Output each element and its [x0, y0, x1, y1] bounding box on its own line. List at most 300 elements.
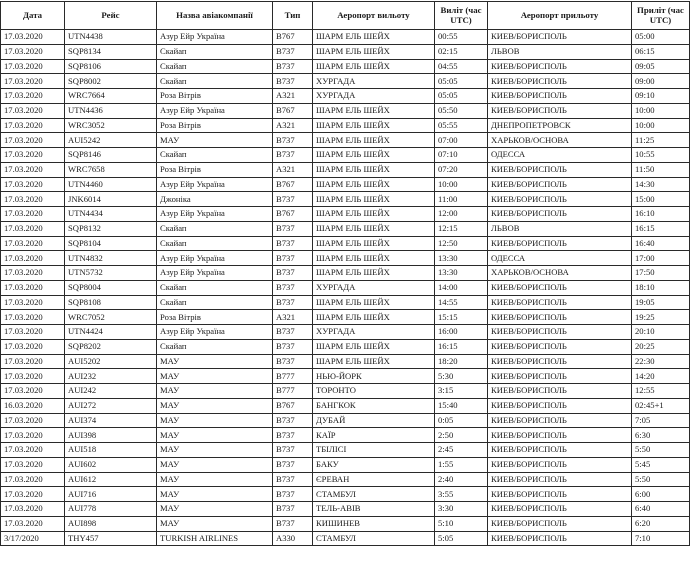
cell-departure-time: 14:00: [435, 280, 488, 295]
cell-departure-airport: ШАРМ ЕЛЬ ШЕЙХ: [313, 44, 435, 59]
cell-date: 17.03.2020: [1, 502, 65, 517]
header-airline: Назва авіакомпанії: [157, 2, 273, 30]
cell-date: 17.03.2020: [1, 369, 65, 384]
cell-date: 17.03.2020: [1, 133, 65, 148]
cell-arrival-airport: КИЕВ/БОРИСПОЛЬ: [488, 398, 632, 413]
cell-airline: Роза Вітрів: [157, 162, 273, 177]
cell-type: B737: [273, 133, 313, 148]
cell-date: 17.03.2020: [1, 443, 65, 458]
cell-type: B767: [273, 177, 313, 192]
cell-type: B737: [273, 236, 313, 251]
cell-departure-airport: ШАРМ ЕЛЬ ШЕЙХ: [313, 266, 435, 281]
cell-date: 17.03.2020: [1, 74, 65, 89]
header-departure-airport: Аеропорт вильоту: [313, 2, 435, 30]
table-row: [1, 443, 690, 458]
cell-flight: UTN4438: [65, 30, 157, 45]
cell-departure-airport: СТАМБУЛ: [313, 487, 435, 502]
cell-date: 17.03.2020: [1, 221, 65, 236]
table-row: [1, 44, 690, 59]
cell-departure-time: 07:20: [435, 162, 488, 177]
cell-arrival-airport: КИЕВ/БОРИСПОЛЬ: [488, 280, 632, 295]
table-body: [1, 30, 690, 546]
cell-date: 17.03.2020: [1, 472, 65, 487]
cell-arrival-airport: КИЕВ/БОРИСПОЛЬ: [488, 192, 632, 207]
cell-departure-time: 15:15: [435, 310, 488, 325]
cell-airline: МАУ: [157, 369, 273, 384]
cell-departure-airport: ШАРМ ЕЛЬ ШЕЙХ: [313, 192, 435, 207]
cell-flight: SQP8146: [65, 148, 157, 163]
cell-departure-airport: ШАРМ ЕЛЬ ШЕЙХ: [313, 30, 435, 45]
cell-type: B777: [273, 384, 313, 399]
cell-flight: AUI5202: [65, 354, 157, 369]
cell-departure-airport: ШАРМ ЕЛЬ ШЕЙХ: [313, 221, 435, 236]
cell-date: 17.03.2020: [1, 89, 65, 104]
cell-airline: Роза Вітрів: [157, 89, 273, 104]
cell-airline: Скайап: [157, 339, 273, 354]
cell-arrival-time: 7:10: [632, 531, 690, 546]
cell-type: B737: [273, 443, 313, 458]
cell-flight: SQP8002: [65, 74, 157, 89]
cell-departure-airport: ШАРМ ЕЛЬ ШЕЙХ: [313, 177, 435, 192]
cell-flight: JNK6014: [65, 192, 157, 207]
cell-arrival-airport: ЛЬВОВ: [488, 44, 632, 59]
cell-departure-time: 12:50: [435, 236, 488, 251]
cell-departure-airport: ШАРМ ЕЛЬ ШЕЙХ: [313, 59, 435, 74]
cell-arrival-time: 5:45: [632, 457, 690, 472]
cell-flight: WRC7052: [65, 310, 157, 325]
cell-departure-time: 13:30: [435, 251, 488, 266]
header-flight: Рейс: [65, 2, 157, 30]
cell-flight: AUI602: [65, 457, 157, 472]
cell-type: B737: [273, 59, 313, 74]
cell-airline: Роза Вітрів: [157, 118, 273, 133]
cell-arrival-time: 20:10: [632, 325, 690, 340]
cell-date: 17.03.2020: [1, 266, 65, 281]
cell-arrival-airport: ОДЕССА: [488, 148, 632, 163]
cell-airline: Азур Ейр Україна: [157, 325, 273, 340]
cell-departure-airport: ТОРОНТО: [313, 384, 435, 399]
cell-departure-airport: ШАРМ ЕЛЬ ШЕЙХ: [313, 162, 435, 177]
cell-departure-airport: ШАРМ ЕЛЬ ШЕЙХ: [313, 236, 435, 251]
cell-flight: AUI898: [65, 516, 157, 531]
cell-arrival-time: 17:00: [632, 251, 690, 266]
cell-departure-time: 07:10: [435, 148, 488, 163]
cell-date: 17.03.2020: [1, 325, 65, 340]
cell-arrival-time: 5:50: [632, 443, 690, 458]
cell-airline: Азур Ейр Україна: [157, 30, 273, 45]
cell-type: A321: [273, 310, 313, 325]
cell-date: 17.03.2020: [1, 354, 65, 369]
cell-arrival-airport: КИЕВ/БОРИСПОЛЬ: [488, 457, 632, 472]
cell-arrival-time: 05:00: [632, 30, 690, 45]
cell-departure-time: 05:05: [435, 89, 488, 104]
cell-airline: МАУ: [157, 472, 273, 487]
cell-arrival-airport: КИЕВ/БОРИСПОЛЬ: [488, 103, 632, 118]
cell-airline: Азур Ейр Україна: [157, 103, 273, 118]
cell-departure-airport: ХУРГАДА: [313, 89, 435, 104]
cell-type: B737: [273, 192, 313, 207]
cell-type: B767: [273, 103, 313, 118]
cell-departure-airport: ШАРМ ЕЛЬ ШЕЙХ: [313, 133, 435, 148]
cell-arrival-time: 11:25: [632, 133, 690, 148]
cell-arrival-airport: КИЕВ/БОРИСПОЛЬ: [488, 177, 632, 192]
cell-type: B737: [273, 280, 313, 295]
cell-date: 17.03.2020: [1, 339, 65, 354]
cell-date: 17.03.2020: [1, 251, 65, 266]
cell-arrival-time: 6:30: [632, 428, 690, 443]
cell-flight: WRC7664: [65, 89, 157, 104]
cell-flight: AUI518: [65, 443, 157, 458]
cell-departure-time: 12:15: [435, 221, 488, 236]
cell-type: B737: [273, 428, 313, 443]
cell-arrival-airport: КИЕВ/БОРИСПОЛЬ: [488, 339, 632, 354]
cell-flight: THY457: [65, 531, 157, 546]
cell-departure-time: 13:30: [435, 266, 488, 281]
header-departure-time: Виліт (час UTC): [435, 2, 488, 30]
cell-flight: UTN4434: [65, 207, 157, 222]
cell-flight: WRC3052: [65, 118, 157, 133]
cell-arrival-airport: КИЕВ/БОРИСПОЛЬ: [488, 325, 632, 340]
cell-airline: Роза Вітрів: [157, 310, 273, 325]
cell-departure-time: 3:30: [435, 502, 488, 517]
cell-arrival-time: 5:50: [632, 472, 690, 487]
cell-arrival-time: 6:20: [632, 516, 690, 531]
cell-type: B737: [273, 354, 313, 369]
cell-flight: SQP8202: [65, 339, 157, 354]
cell-airline: Скайап: [157, 44, 273, 59]
header-arrival-time: Приліт (час UTC): [632, 2, 690, 30]
table-row: [1, 221, 690, 236]
cell-flight: AUI716: [65, 487, 157, 502]
table-row: [1, 59, 690, 74]
header-arrival-airport: Аеропорт прильоту: [488, 2, 632, 30]
cell-departure-time: 2:40: [435, 472, 488, 487]
cell-date: 17.03.2020: [1, 384, 65, 399]
cell-flight: UTN4460: [65, 177, 157, 192]
cell-arrival-airport: КИЕВ/БОРИСПОЛЬ: [488, 207, 632, 222]
cell-arrival-time: 19:25: [632, 310, 690, 325]
cell-airline: МАУ: [157, 457, 273, 472]
cell-arrival-time: 14:30: [632, 177, 690, 192]
cell-departure-time: 0:05: [435, 413, 488, 428]
cell-flight: UTN4436: [65, 103, 157, 118]
cell-departure-time: 10:00: [435, 177, 488, 192]
cell-arrival-airport: КИЕВ/БОРИСПОЛЬ: [488, 472, 632, 487]
cell-departure-airport: ШАРМ ЕЛЬ ШЕЙХ: [313, 103, 435, 118]
cell-flight: SQP8106: [65, 59, 157, 74]
cell-departure-airport: ХУРГАДА: [313, 280, 435, 295]
cell-arrival-time: 06:15: [632, 44, 690, 59]
cell-date: 17.03.2020: [1, 103, 65, 118]
cell-arrival-airport: КИЕВ/БОРИСПОЛЬ: [488, 295, 632, 310]
cell-arrival-time: 09:00: [632, 74, 690, 89]
cell-departure-time: 5:05: [435, 531, 488, 546]
cell-date: 17.03.2020: [1, 148, 65, 163]
cell-date: 17.03.2020: [1, 162, 65, 177]
table-row: [1, 280, 690, 295]
cell-flight: SQP8104: [65, 236, 157, 251]
table-row: [1, 148, 690, 163]
cell-type: B777: [273, 369, 313, 384]
cell-arrival-time: 02:45+1: [632, 398, 690, 413]
cell-airline: МАУ: [157, 502, 273, 517]
table-row: [1, 310, 690, 325]
table-row: [1, 369, 690, 384]
table-row: [1, 516, 690, 531]
cell-type: B737: [273, 74, 313, 89]
cell-departure-time: 5:30: [435, 369, 488, 384]
cell-arrival-airport: КИЕВ/БОРИСПОЛЬ: [488, 428, 632, 443]
cell-departure-time: 14:55: [435, 295, 488, 310]
cell-arrival-time: 15:00: [632, 192, 690, 207]
cell-arrival-airport: КИЕВ/БОРИСПОЛЬ: [488, 487, 632, 502]
cell-flight: AUI398: [65, 428, 157, 443]
cell-arrival-time: 6:00: [632, 487, 690, 502]
cell-departure-time: 12:00: [435, 207, 488, 222]
cell-arrival-time: 20:25: [632, 339, 690, 354]
cell-departure-airport: ШАРМ ЕЛЬ ШЕЙХ: [313, 251, 435, 266]
cell-airline: Азур Ейр Україна: [157, 266, 273, 281]
cell-arrival-airport: КИЕВ/БОРИСПОЛЬ: [488, 354, 632, 369]
cell-type: B737: [273, 502, 313, 517]
cell-type: A321: [273, 89, 313, 104]
cell-arrival-time: 12:55: [632, 384, 690, 399]
cell-flight: SQP8004: [65, 280, 157, 295]
cell-arrival-airport: КИЕВ/БОРИСПОЛЬ: [488, 443, 632, 458]
table-row: [1, 118, 690, 133]
cell-departure-airport: ШАРМ ЕЛЬ ШЕЙХ: [313, 310, 435, 325]
cell-arrival-time: 17:50: [632, 266, 690, 281]
table-row: [1, 251, 690, 266]
cell-type: B767: [273, 398, 313, 413]
cell-flight: AUI612: [65, 472, 157, 487]
cell-arrival-time: 10:55: [632, 148, 690, 163]
cell-airline: Скайап: [157, 295, 273, 310]
cell-departure-airport: ДУБАЙ: [313, 413, 435, 428]
cell-arrival-time: 6:40: [632, 502, 690, 517]
cell-date: 17.03.2020: [1, 516, 65, 531]
cell-type: B737: [273, 413, 313, 428]
cell-departure-time: 3:15: [435, 384, 488, 399]
cell-type: A321: [273, 162, 313, 177]
cell-type: A330: [273, 531, 313, 546]
cell-arrival-airport: ХАРЬКОВ/ОСНОВА: [488, 133, 632, 148]
cell-type: B767: [273, 30, 313, 45]
cell-departure-airport: КИШИНЕВ: [313, 516, 435, 531]
header-row: [1, 2, 690, 30]
table-row: [1, 384, 690, 399]
table-row: [1, 103, 690, 118]
cell-date: 17.03.2020: [1, 207, 65, 222]
cell-flight: AUI5242: [65, 133, 157, 148]
cell-airline: МАУ: [157, 428, 273, 443]
cell-arrival-airport: КИЕВ/БОРИСПОЛЬ: [488, 369, 632, 384]
cell-type: B767: [273, 207, 313, 222]
cell-departure-airport: ШАРМ ЕЛЬ ШЕЙХ: [313, 148, 435, 163]
cell-airline: Скайап: [157, 74, 273, 89]
cell-flight: AUI374: [65, 413, 157, 428]
cell-arrival-airport: КИЕВ/БОРИСПОЛЬ: [488, 516, 632, 531]
table-row: [1, 74, 690, 89]
table-row: [1, 487, 690, 502]
cell-date: 17.03.2020: [1, 30, 65, 45]
table-row: [1, 295, 690, 310]
cell-arrival-airport: ОДЕССА: [488, 251, 632, 266]
cell-date: 17.03.2020: [1, 280, 65, 295]
cell-flight: AUI242: [65, 384, 157, 399]
cell-arrival-time: 09:10: [632, 89, 690, 104]
cell-type: B737: [273, 266, 313, 281]
cell-date: 17.03.2020: [1, 487, 65, 502]
table-row: [1, 89, 690, 104]
cell-airline: МАУ: [157, 516, 273, 531]
cell-departure-time: 1:55: [435, 457, 488, 472]
table-row: [1, 472, 690, 487]
cell-airline: МАУ: [157, 398, 273, 413]
cell-arrival-airport: ХАРЬКОВ/ОСНОВА: [488, 266, 632, 281]
cell-flight: AUI778: [65, 502, 157, 517]
cell-arrival-airport: КИЕВ/БОРИСПОЛЬ: [488, 384, 632, 399]
cell-arrival-time: 10:00: [632, 103, 690, 118]
cell-airline: МАУ: [157, 413, 273, 428]
cell-departure-time: 15:40: [435, 398, 488, 413]
cell-date: 17.03.2020: [1, 192, 65, 207]
cell-airline: Азур Ейр Україна: [157, 207, 273, 222]
cell-departure-time: 05:55: [435, 118, 488, 133]
cell-airline: Азур Ейр Україна: [157, 251, 273, 266]
cell-date: 17.03.2020: [1, 413, 65, 428]
cell-type: B737: [273, 148, 313, 163]
table-row: [1, 133, 690, 148]
cell-departure-time: 11:00: [435, 192, 488, 207]
table-row: [1, 192, 690, 207]
cell-type: A321: [273, 118, 313, 133]
cell-departure-time: 5:10: [435, 516, 488, 531]
cell-type: B737: [273, 44, 313, 59]
table-row: [1, 398, 690, 413]
cell-departure-time: 16:00: [435, 325, 488, 340]
cell-arrival-airport: КИЕВ/БОРИСПОЛЬ: [488, 89, 632, 104]
cell-flight: SQP8132: [65, 221, 157, 236]
flight-schedule-table: [0, 1, 690, 546]
cell-airline: Джоніка: [157, 192, 273, 207]
cell-arrival-time: 16:15: [632, 221, 690, 236]
cell-arrival-airport: КИЕВ/БОРИСПОЛЬ: [488, 531, 632, 546]
cell-departure-airport: ХУРГАДА: [313, 74, 435, 89]
table-row: [1, 354, 690, 369]
cell-date: 17.03.2020: [1, 118, 65, 133]
cell-type: B737: [273, 339, 313, 354]
cell-departure-time: 07:00: [435, 133, 488, 148]
cell-arrival-airport: КИЕВ/БОРИСПОЛЬ: [488, 59, 632, 74]
cell-flight: SQP8134: [65, 44, 157, 59]
cell-airline: МАУ: [157, 354, 273, 369]
table-row: [1, 266, 690, 281]
table-row: [1, 413, 690, 428]
cell-airline: TURKISH AIRLINES: [157, 531, 273, 546]
cell-type: B737: [273, 221, 313, 236]
cell-date: 3/17/2020: [1, 531, 65, 546]
cell-flight: UTN5732: [65, 266, 157, 281]
cell-flight: UTN4424: [65, 325, 157, 340]
table-row: [1, 339, 690, 354]
cell-arrival-airport: КИЕВ/БОРИСПОЛЬ: [488, 502, 632, 517]
cell-arrival-airport: КИЕВ/БОРИСПОЛЬ: [488, 310, 632, 325]
cell-arrival-time: 22:30: [632, 354, 690, 369]
cell-departure-airport: ШАРМ ЕЛЬ ШЕЙХ: [313, 339, 435, 354]
table-row: [1, 162, 690, 177]
cell-departure-time: 02:15: [435, 44, 488, 59]
cell-type: B737: [273, 516, 313, 531]
cell-type: B737: [273, 487, 313, 502]
header-type: Тип: [273, 2, 313, 30]
cell-departure-time: 18:20: [435, 354, 488, 369]
cell-arrival-time: 19:05: [632, 295, 690, 310]
header-date: Дата: [1, 2, 65, 30]
cell-arrival-airport: КИЕВ/БОРИСПОЛЬ: [488, 74, 632, 89]
cell-departure-airport: ШАРМ ЕЛЬ ШЕЙХ: [313, 118, 435, 133]
cell-airline: МАУ: [157, 384, 273, 399]
cell-arrival-airport: ДНЕПРОПЕТРОВСК: [488, 118, 632, 133]
cell-departure-time: 05:50: [435, 103, 488, 118]
cell-airline: МАУ: [157, 133, 273, 148]
cell-departure-time: 00:55: [435, 30, 488, 45]
cell-departure-time: 04:55: [435, 59, 488, 74]
cell-arrival-time: 7:05: [632, 413, 690, 428]
cell-arrival-airport: КИЕВ/БОРИСПОЛЬ: [488, 236, 632, 251]
cell-airline: МАУ: [157, 443, 273, 458]
cell-departure-airport: ШАРМ ЕЛЬ ШЕЙХ: [313, 207, 435, 222]
table-row: [1, 428, 690, 443]
cell-airline: Скайап: [157, 148, 273, 163]
cell-date: 16.03.2020: [1, 398, 65, 413]
cell-airline: МАУ: [157, 487, 273, 502]
cell-flight: SQP8108: [65, 295, 157, 310]
cell-departure-time: 2:45: [435, 443, 488, 458]
cell-departure-airport: БАНГКОК: [313, 398, 435, 413]
table-row: [1, 177, 690, 192]
cell-departure-airport: ЄРЕВАН: [313, 472, 435, 487]
cell-departure-airport: ТБІЛІСІ: [313, 443, 435, 458]
cell-arrival-time: 14:20: [632, 369, 690, 384]
cell-departure-airport: ШАРМ ЕЛЬ ШЕЙХ: [313, 354, 435, 369]
cell-flight: AUI272: [65, 398, 157, 413]
cell-departure-airport: КАЇР: [313, 428, 435, 443]
cell-departure-airport: ШАРМ ЕЛЬ ШЕЙХ: [313, 295, 435, 310]
cell-departure-airport: ТЕЛЬ-АВІВ: [313, 502, 435, 517]
cell-type: B737: [273, 457, 313, 472]
cell-arrival-time: 11:50: [632, 162, 690, 177]
cell-departure-time: 3:55: [435, 487, 488, 502]
cell-departure-airport: НЬЮ-ЙОРК: [313, 369, 435, 384]
cell-type: B737: [273, 295, 313, 310]
cell-departure-airport: СТАМБУЛ: [313, 531, 435, 546]
cell-date: 17.03.2020: [1, 59, 65, 74]
cell-date: 17.03.2020: [1, 428, 65, 443]
table-row: [1, 457, 690, 472]
cell-date: 17.03.2020: [1, 295, 65, 310]
cell-arrival-time: 16:10: [632, 207, 690, 222]
cell-flight: WRC7658: [65, 162, 157, 177]
cell-type: B737: [273, 325, 313, 340]
cell-type: B737: [273, 472, 313, 487]
cell-arrival-airport: КИЕВ/БОРИСПОЛЬ: [488, 413, 632, 428]
cell-departure-time: 2:50: [435, 428, 488, 443]
table-row: [1, 30, 690, 45]
table-row: [1, 502, 690, 517]
cell-departure-airport: ХУРГАДА: [313, 325, 435, 340]
cell-departure-time: 16:15: [435, 339, 488, 354]
